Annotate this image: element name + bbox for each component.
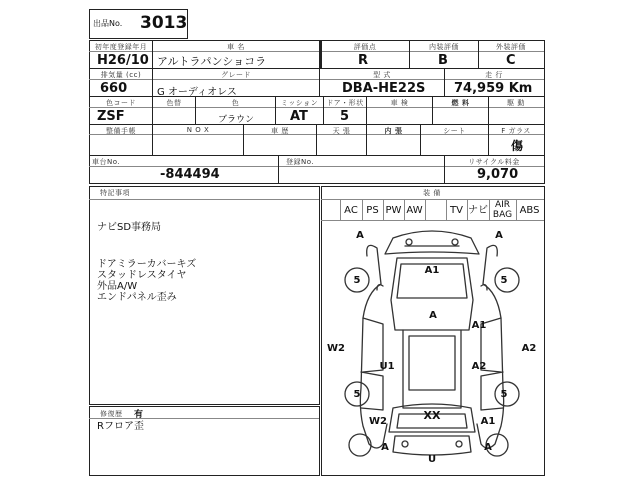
color-label: 色: [231, 99, 240, 107]
equip-navi: ナビ: [468, 205, 488, 216]
score-value: R: [358, 53, 369, 68]
drive-label: 駆 動: [507, 99, 525, 107]
color-code-value: ZSF: [97, 109, 125, 124]
equip-abs: ABS: [519, 205, 540, 216]
car-name-label: 車 名: [227, 43, 245, 51]
equip-ps: PS: [366, 205, 379, 216]
equip-ac: AC: [344, 205, 358, 216]
damage-mark-11: A2: [471, 361, 487, 372]
car-damage-diagram: [321, 220, 543, 474]
repair-detail: Rフロア歪: [97, 421, 144, 432]
notes-label: 特記事項: [100, 189, 130, 197]
damage-mark-3: A1: [424, 265, 440, 276]
front-outline: [385, 231, 479, 254]
damage-mark-2: A: [495, 230, 503, 241]
fuel-label: 燃 料: [451, 99, 470, 107]
damage-mark-14: XX: [423, 409, 441, 422]
damage-mark-9: A2: [521, 343, 537, 354]
recycle-value: 9,070: [477, 167, 519, 182]
equip-aw: AW: [406, 205, 423, 216]
model-label: 型 式: [373, 71, 391, 79]
inspection-label: 車 検: [390, 99, 409, 107]
score-label: 評価点: [353, 43, 377, 51]
reg-no-label: 登録No.: [286, 158, 315, 166]
notes-line-3: スタッドレスタイヤ: [97, 270, 187, 281]
exterior-label: 外装評価: [496, 43, 526, 51]
repair-label: 修復歴: [100, 410, 123, 418]
glass-label: F ガラス: [501, 127, 531, 135]
equip-pw: PW: [385, 205, 402, 216]
sunroof-label: 天 張: [332, 127, 351, 135]
interior-label: 内装評価: [429, 43, 459, 51]
equip-airbag: AIR BAG: [492, 200, 513, 220]
chassis-value: -844494: [160, 167, 220, 182]
damage-mark-5: 5: [500, 275, 508, 286]
chassis-label: 車台No.: [92, 158, 121, 166]
history-label: 車 歴: [271, 127, 289, 135]
damage-mark-4: 5: [353, 275, 361, 286]
damage-mark-15: W2: [369, 416, 387, 427]
grade-label: グレード: [221, 71, 251, 79]
damage-mark-1: A: [356, 230, 364, 241]
damage-mark-10: U1: [379, 361, 395, 372]
lot-label: 出品No.: [93, 19, 123, 28]
reg-date-value: H26/10: [97, 53, 149, 68]
recycle-label: リサイクル料金: [468, 158, 520, 166]
damage-mark-16: A1: [480, 416, 496, 427]
repair-box: [89, 406, 320, 476]
manual-label: 整備手帳: [106, 127, 136, 135]
equip-tv: TV: [450, 205, 463, 216]
mission-value: AT: [290, 109, 308, 124]
damage-mark-18: A: [484, 442, 492, 453]
color-change-label: 色替: [166, 99, 182, 107]
reg-date-label: 初年度登録年月: [94, 43, 148, 51]
notes-line-2: ドアミラーカバーキズ: [97, 259, 197, 270]
doors-label: ドア・形状: [326, 99, 364, 107]
model-value: DBA-HE22S: [342, 81, 426, 96]
color-code-label: 色コード: [106, 99, 136, 107]
nox-label: N O X: [186, 126, 210, 134]
damage-mark-12: 5: [353, 389, 361, 400]
grade-value: G オーディオレス: [157, 87, 237, 98]
mission-label: ミッション: [280, 99, 319, 107]
car-name-value: アルトラパンショコラ: [157, 55, 267, 68]
displacement-value: 660: [100, 81, 128, 96]
notes-line-5: エンドパネル歪み: [97, 292, 177, 303]
lot-number: 3013: [140, 13, 188, 33]
notes-line-4: 外品A/W: [97, 281, 138, 292]
mileage-value: 74,959 Km: [454, 81, 533, 96]
glass-value: 傷: [511, 139, 524, 153]
damage-mark-19: U: [427, 454, 437, 465]
interior-trim-label: 内 張: [384, 127, 403, 135]
color-value: ブラウン: [218, 115, 255, 125]
equipment-label: 装 備: [423, 189, 441, 197]
damage-mark-6: A: [429, 310, 437, 321]
mileage-label: 走 行: [485, 71, 503, 79]
damage-mark-17: A: [381, 442, 389, 453]
seat-label: シート: [443, 127, 466, 135]
interior-value: B: [438, 53, 448, 68]
notes-line-1: ナビSD事務局: [97, 222, 162, 233]
damage-mark-13: 5: [500, 389, 508, 400]
doors-value: 5: [340, 109, 350, 124]
damage-mark-8: W2: [327, 343, 345, 354]
exterior-value: C: [506, 53, 516, 68]
repair-value: 有: [134, 410, 144, 420]
displacement-label: 排気量 (cc): [100, 71, 142, 79]
damage-mark-7: A1: [471, 320, 487, 331]
